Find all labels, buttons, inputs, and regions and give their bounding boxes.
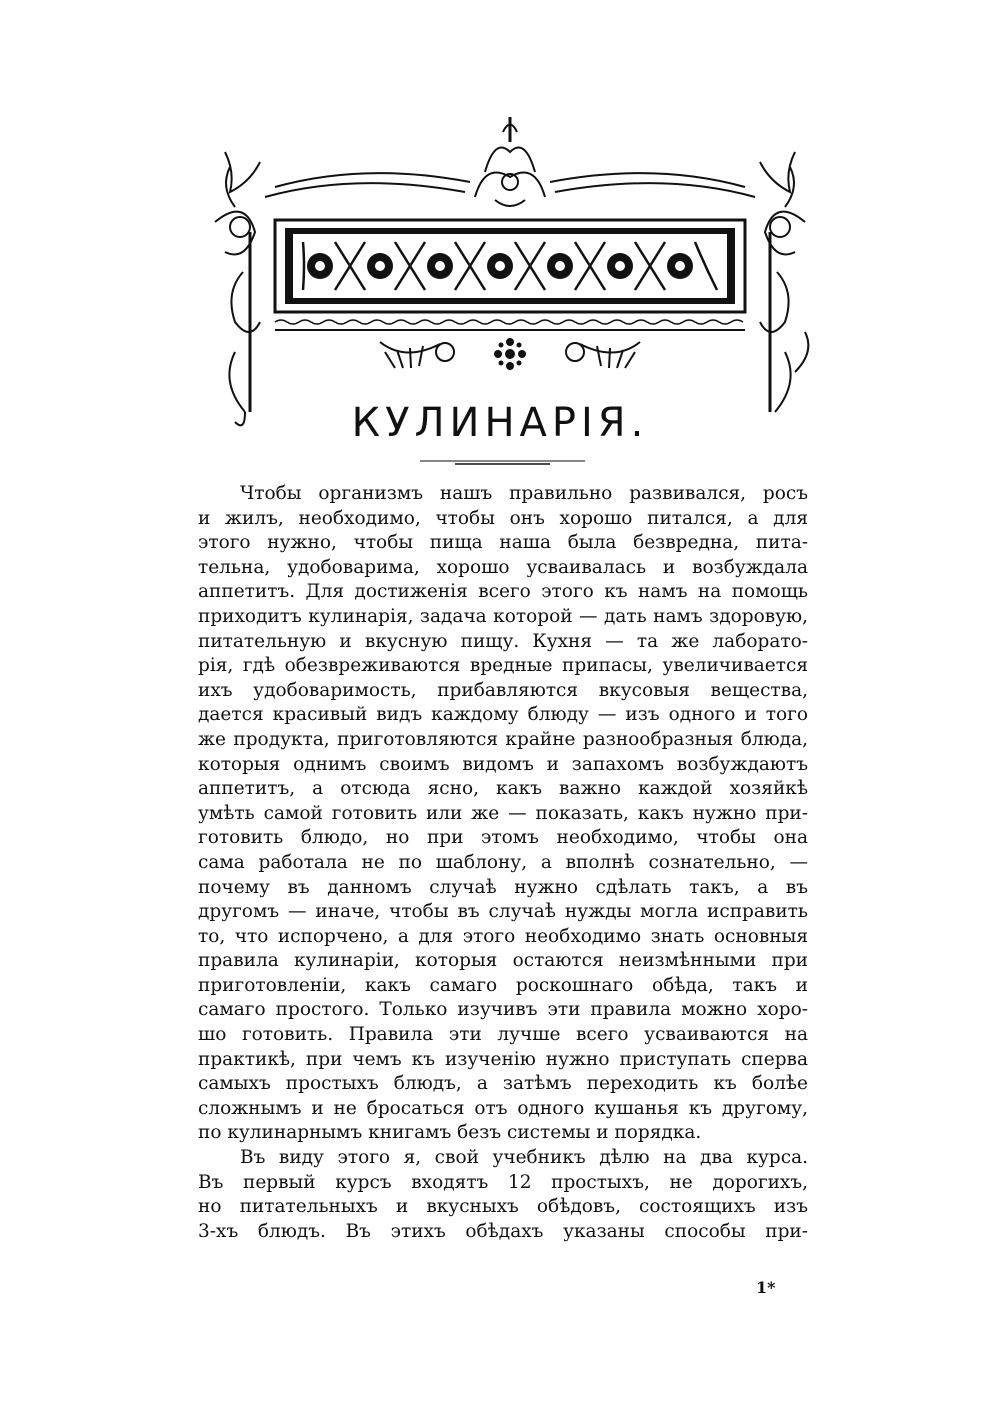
body-line: 3-хъ блюдъ. Въ этихъ обѣдахъ указаны способы при- — [198, 1220, 808, 1242]
body-line: почему въ данномъ случаѣ нужно сдѣлать такъ, а въ — [198, 876, 808, 898]
body-line: этого нужно, чтобы пища наша была безвредна, пита- — [198, 532, 808, 554]
body-line: ихъ удобоваримость, прибавляются вкусовыя вещества, — [198, 679, 808, 701]
body-line: дается красивый видъ каждому блюду — изъ одного и того — [198, 704, 808, 726]
body-line: самаго простого. Только изучивъ эти правила можно хоро- — [198, 999, 808, 1021]
body-line: которыя однимъ своимъ видомъ и запахомъ возбуждаютъ — [198, 753, 808, 775]
page-number: 1* — [756, 1278, 776, 1297]
body-line: питательную и вкусную пищу. Кухня — та же лаборато- — [198, 630, 808, 652]
body-line: приходитъ кулинарія, задача которой — дать намъ здоровую, — [198, 605, 808, 627]
body-line: аппетитъ. Для достиженія всего этого къ намъ на помощь — [198, 581, 808, 603]
body-line: приготовленіи, какъ самаго роскошнаго обѣда, такъ и — [198, 974, 808, 996]
body-line: шо готовить. Правила эти лучше всего усваиваются на — [198, 1024, 808, 1046]
body-line: умѣть самой готовить или же — показать, какъ нужно при- — [198, 802, 808, 824]
body-line: Въ виду этого я, свой учебникъ дѣлю на два курса. — [240, 1147, 808, 1169]
body-line: сама работала не по шаблону, а вполнѣ сознательно, — — [198, 851, 808, 873]
body-line: практикѣ, при чемъ къ изученію нужно приступать сперва — [198, 1048, 808, 1070]
body-text — [198, 482, 808, 1244]
body-line: то, что испорчено, а для этого необходимо знать основныя — [198, 925, 808, 947]
body-line: рія, гдѣ обезвреживаются вредные припасы, увеличивается — [198, 655, 808, 677]
body-line: и жилъ, необходимо, чтобы онъ хорошо питался, а для — [198, 507, 808, 529]
body-line: самыхъ простыхъ блюдъ, а затѣмъ переходить къ болѣе — [198, 1073, 808, 1095]
body-line: готовить блюдо, но при этомъ необходимо, чтобы она — [198, 827, 808, 849]
body-line: аппетитъ, а отсюда ясно, какъ важно каждой хозяйкѣ — [198, 778, 808, 800]
body-line: же продукта, приготовляются крайне разнообразныя блюда, — [198, 728, 808, 750]
body-line: сложнымъ и не бросаться отъ одного кушанья къ другому, — [198, 1097, 808, 1119]
body-line: по кулинарнымъ книгамъ безъ системы и порядка. — [198, 1122, 702, 1144]
body-line: Чтобы организмъ нашъ правильно развивался, росъ — [240, 483, 808, 504]
ornamental-headpiece — [205, 112, 815, 432]
body-line: но питательныхъ и вкусныхъ обѣдовъ, состоящихъ изъ — [198, 1196, 808, 1218]
page-title: КУЛИНАРІЯ. — [351, 400, 649, 446]
body-line: другомъ — иначе, чтобы въ случаѣ нужды могла исправить — [198, 901, 808, 923]
body-line: правила кулинаріи, которыя остаются неизмѣнными при — [198, 950, 808, 972]
body-line: Въ первый курсъ входятъ 12 простыхъ, не дорогихъ, — [198, 1171, 808, 1193]
title-rule — [420, 460, 585, 466]
body-line: тельна, удобоварима, хорошо усваивалась и возбуждала — [198, 556, 808, 578]
